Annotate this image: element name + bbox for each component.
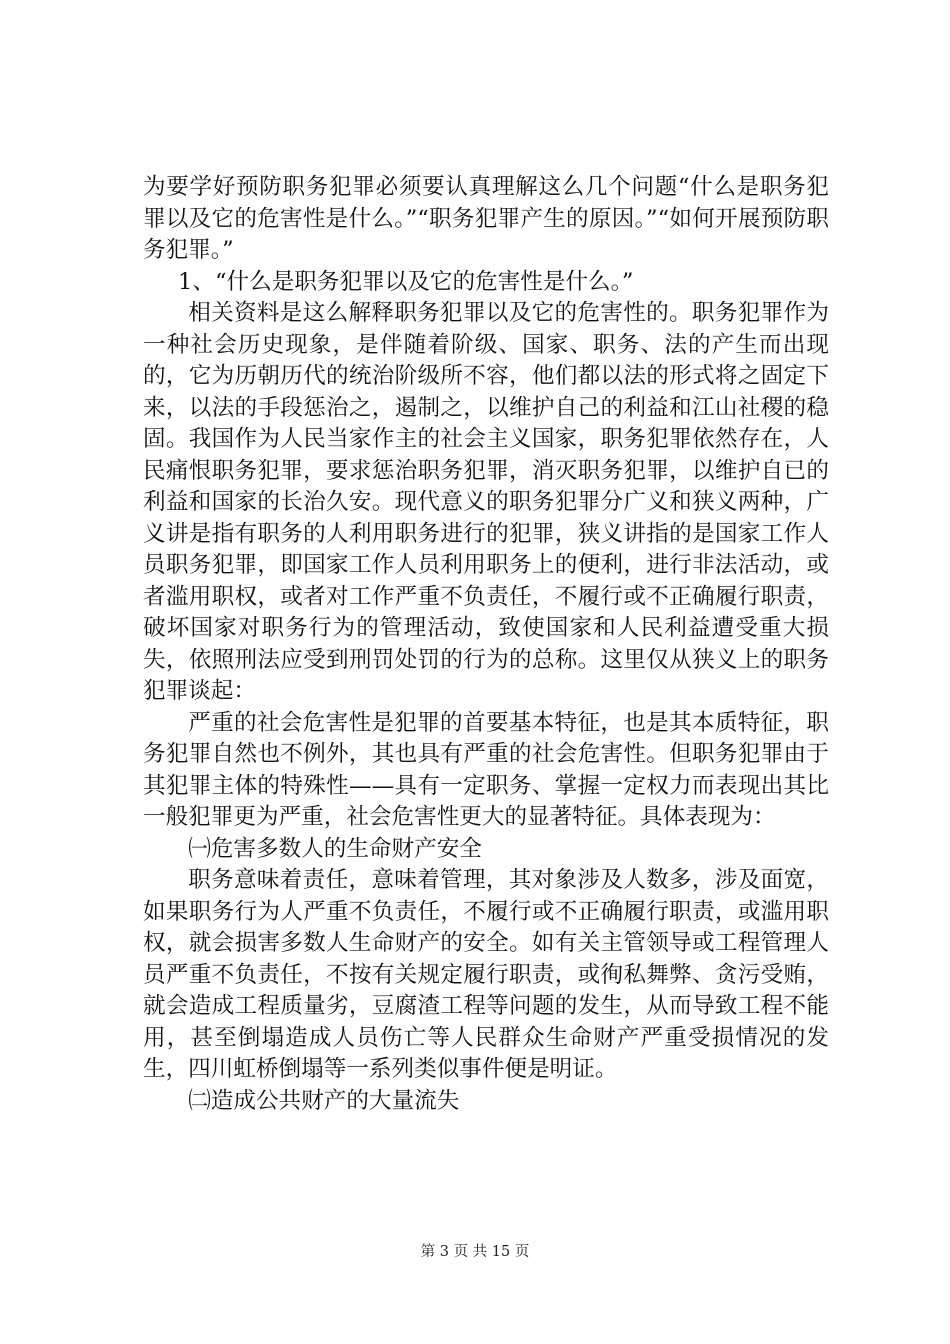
harm-intro-paragraph: 严重的社会危害性是犯罪的首要基本特征，也是其本质特征，职务犯罪自然也不例外，其也具有严重的社会危害性。但职务犯罪由于其犯罪主体的特殊性——具有一定职务、掌握一定权力而表现出其比一般犯罪更为严重，社会危害性更大的显著特征。具体表现为： [143,709,829,830]
definition-paragraph: 相关资料是这么解释职务犯罪以及它的危害性的。职务犯罪作为一种社会历史现象，是伴随着阶级、国家、职务、法的产生而出现的，它为历朝历代的统治阶级所不容，他们都以法的形式将之固定下来，以法的手段惩治之，遏制之，以维护自己的利益和江山社稷的稳固。我国作为人民当家作主的社会主义国家，职务犯罪依然存在，人民痛恨职务犯罪，要求惩治职务犯罪，消灭职务犯罪，以维护自已的利益和国家的长治久安。现代意义的职务犯罪分广义和狭义两种，广义讲是指有职务的人利用职务进行的犯罪，狭义讲指的是国家工作人员职务犯罪，即国家工作人员利用职务上的便利，进行非法活动，或者滥用职权，或者对工作严重不负责任，不履行或不正确履行职责，破坏国家对职务行为的管理活动，致使国家和人民利益遭受重大损失，依照刑法应受到刑罚处罚的行为的总称。这里仅从狭义上的职务犯罪谈起： [143,300,829,704]
document-body [143,172,829,1117]
page-footer: 第 3 页 共 15 页 [420,1244,530,1260]
section-1-heading: 1、“什么是职务犯罪以及它的危害性是什么。” [178,268,634,295]
sub-body-1-paragraph: 职务意味着责任，意味着管理，其对象涉及人数多，涉及面宽，如果职务行为人严重不负责任，不履行或不正确履行职责，或滥用职权，就会损害多数人生命财产的安全。如有关主管领导或工程管理人员严重不负责任，不按有关规定履行职责，或徇私舞弊、贪污受贿，就会造成工程质量劣，豆腐渣工程等问题的发生，从而导致工程不能用，甚至倒塌造成人员伤亡等人民群众生命财产严重受损情况的发生，四川虹桥倒塌等一系列类似事件便是明证。 [143,867,829,1082]
sub-heading-2: ㈡造成公共财产的大量流失 [188,1087,460,1114]
sub-heading-1: ㈠危害多数人的生命财产安全 [188,835,482,862]
intro-paragraph: 为要学好预防职务犯罪必须要认真理解这么几个问题“什么是职务犯罪以及它的危害性是什么。”“职务犯罪产生的原因。”“如何开展预防职务犯罪。” [143,174,829,263]
